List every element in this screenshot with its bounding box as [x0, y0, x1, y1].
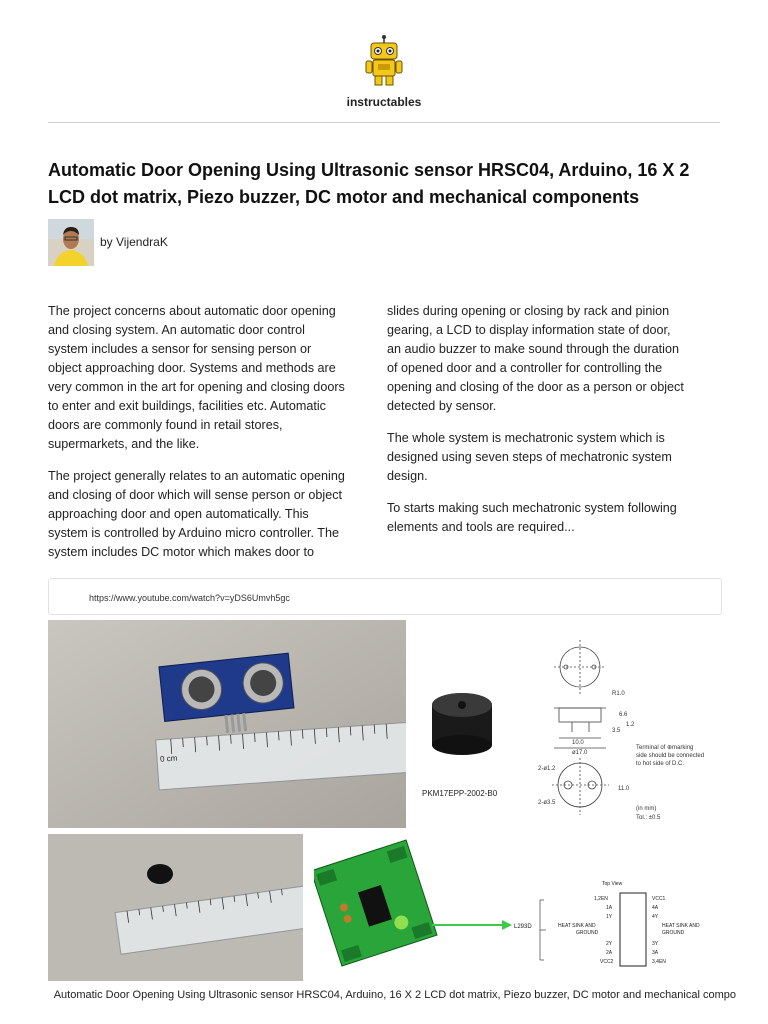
- paragraph: The project concerns about automatic door opening and closing system. An automatic door control system includes a sensor for sensing person or object approaching door. Systems and methods are very common in the art for opening and closing doors to enter and exit buildings, facilities etc. Automatic doors are commonly found in retail stores, supermarkets, and the like.: [48, 304, 345, 451]
- paragraph: slides during opening or closing by rack and pinion gearing, a LCD to display information state of door, an audio buzzer to make sound through the duration of opened door and a controller for controlling the opening and closing of the door as a person or object detected by sensor.: [387, 304, 684, 413]
- pin-label-right: VCC1: [652, 896, 666, 902]
- tolerance-note: Tol.: ±0.5: [636, 815, 661, 821]
- body-column-left: [48, 302, 348, 575]
- paragraph: To starts making such mechatronic system following elements and tools are required...: [387, 501, 677, 534]
- ruler-label: 0 cm: [159, 753, 178, 764]
- heat-sink-label: HEAT SINK AND: [662, 923, 700, 929]
- robot-icon: [362, 34, 406, 88]
- pin-label-right: 3Y: [652, 941, 659, 947]
- body-column-right: [387, 302, 687, 550]
- pin-label-right: 4A: [652, 905, 659, 911]
- pin-label-left: VCC2: [600, 959, 614, 965]
- author-byline[interactable]: by VijendraK: [100, 235, 168, 249]
- heat-sink-label: GROUND: [662, 930, 685, 936]
- brand-name[interactable]: instructables: [346, 95, 422, 109]
- pin-label-right: 4Y: [652, 914, 659, 920]
- l293d-module-diagram: [314, 838, 720, 978]
- heat-sink-label: HEAT SINK AND: [558, 923, 596, 929]
- instructables-robot-logo[interactable]: [362, 34, 406, 88]
- dim-label: 1.2: [626, 722, 635, 728]
- pin-label-right: 3A: [652, 950, 659, 956]
- video-url[interactable]: https://www.youtube.com/watch?v=yDS6Umvh5gc: [89, 593, 290, 603]
- pin-label-left: 1A: [606, 905, 613, 911]
- pin-label-left: 2A: [606, 950, 613, 956]
- dim-label: 2-ø3.5: [538, 800, 556, 806]
- piezo-buzzer-diagram: [414, 620, 720, 828]
- page-title: Automatic Door Opening Using Ultrasonic sensor HRSC04, Arduino, 16 X 2 LCD dot matrix, Piezo buzzer, DC motor and mechanical components: [48, 160, 690, 207]
- top-view-label: Top View: [602, 881, 623, 887]
- pin-label-left: 1,2EN: [594, 896, 608, 902]
- dim-label: ø17.0: [572, 750, 588, 756]
- pin-label-left: 2Y: [606, 941, 613, 947]
- dim-label: 10.0: [572, 740, 584, 746]
- header-divider: [48, 122, 720, 123]
- author-photo: [48, 219, 94, 266]
- buzzer-photo: [48, 834, 303, 981]
- paragraph: The whole system is mechatronic system which is designed using seven steps of mechatronic system design.: [387, 431, 672, 483]
- ic-label: L293D: [514, 924, 532, 930]
- ultrasonic-sensor-photo: [48, 620, 406, 828]
- dim-label: 2-ø1.2: [538, 766, 556, 772]
- dim-label: 11.0: [618, 786, 630, 792]
- dim-label: 3.5: [612, 728, 621, 734]
- dim-label: 6.6: [619, 712, 628, 718]
- dim-label: R1.0: [612, 691, 625, 697]
- buzzer-part-number: PKM17EPP-2002-B0: [422, 789, 498, 798]
- pin-label-right: 3,4EN: [652, 959, 666, 965]
- terminal-note-line: Terminal of ⊕marking: [636, 745, 694, 751]
- units-note: (in mm): [636, 806, 657, 812]
- terminal-note-line: to hot side of D.C.: [636, 761, 685, 767]
- video-link-box[interactable]: [48, 578, 722, 615]
- terminal-note-line: side should be connected: [636, 753, 705, 759]
- heat-sink-label: GROUND: [576, 930, 599, 936]
- author-avatar[interactable]: [48, 219, 94, 266]
- paragraph: The project generally relates to an automatic opening and closing of door which will sense person or object approaching door and open automatically. This system is controlled by Arduino micro controller. The system includes DC motor which makes door to: [48, 469, 345, 559]
- pin-label-left: 1Y: [606, 914, 613, 920]
- page-footer: [0, 989, 768, 1005]
- footer-caption: Automatic Door Opening Using Ultrasonic sensor HRSC04, Arduino, 16 X 2 LCD dot matrix, Piezo buzzer, DC motor and mechanical compo: [53, 989, 736, 1001]
